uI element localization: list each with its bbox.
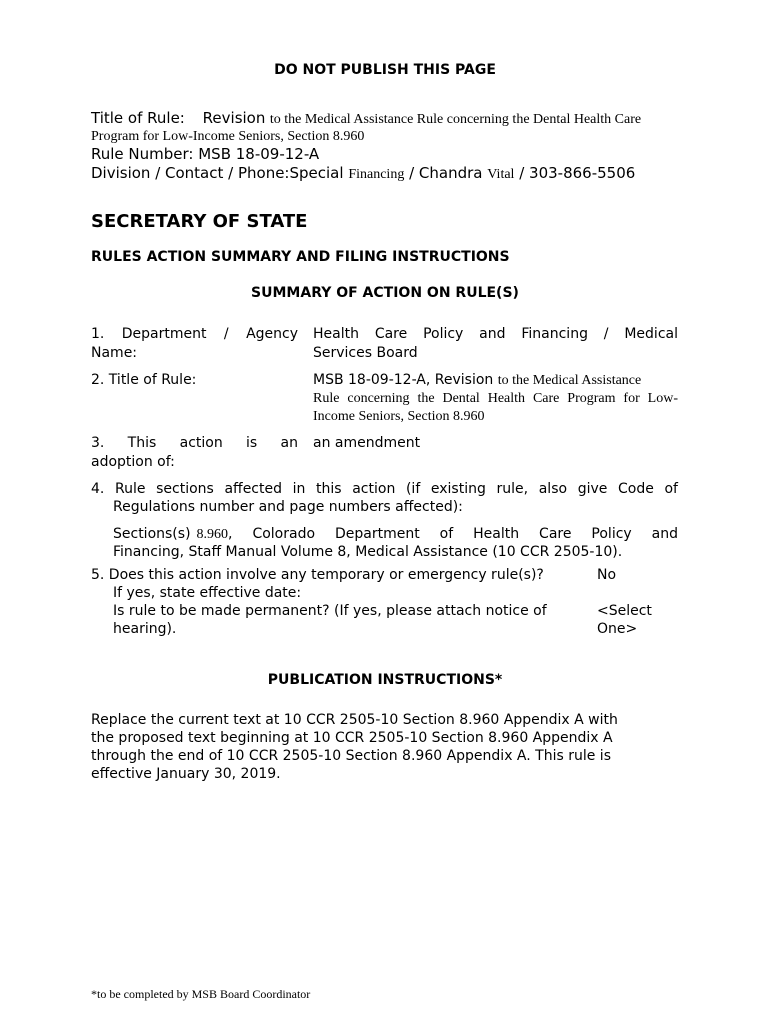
item5-answer: No (597, 567, 617, 583)
rule-number: Rule Number: MSB 18-09-12-A (91, 145, 320, 163)
title-rest: to the Medical Assistance Rule concerning the Dental Health Care (269, 112, 642, 127)
publication-line3: through the end of 10 CCR 2505-10 Section 8.960 Appendix A. This rule is (91, 748, 611, 764)
item2-value-line2: Rule concerning the Dental Health Care Program for Low- (313, 391, 678, 406)
item1-label-line2: Name: (91, 345, 138, 361)
item5-effective-date: If yes, state effective date: (113, 585, 302, 601)
do-not-publish-heading: DO NOT PUBLISH THIS PAGE (274, 62, 496, 78)
item5-permanent-line2: hearing). (113, 621, 177, 637)
item5-permanent-line1: Is rule to be made permanent? (If yes, please attach notice of (113, 603, 547, 619)
item2-value-line3: Income Seniors, Section 8.960 (313, 409, 485, 424)
item3-label-line1: 3. This action is an (91, 435, 298, 451)
division-e: / 303-866-5506 (519, 164, 636, 182)
publication-instructions-heading: PUBLICATION INSTRUCTIONS* (267, 672, 503, 688)
item4-sections-b: 8.960 (196, 527, 229, 542)
rules-action-summary-heading: RULES ACTION SUMMARY AND FILING INSTRUCTIONS (91, 249, 510, 265)
item4-sections-line1 (113, 525, 678, 544)
item2-value-a: MSB 18-09-12-A, Revision (313, 372, 494, 388)
title-word: Revision (202, 109, 266, 127)
item1-label-line1: 1. Department / Agency (91, 326, 298, 342)
title-of-rule-line (91, 109, 691, 129)
publication-line4: effective January 30, 2019. (91, 766, 281, 782)
division-d: Vital (487, 167, 515, 182)
item5-select-line1[interactable]: <Select (597, 603, 652, 619)
footnote: *to be completed by MSB Board Coordinator (91, 987, 311, 1001)
item2-value-b: to the Medical Assistance (497, 373, 642, 388)
item2-value-line1 (313, 371, 678, 390)
secretary-of-state-heading: SECRETARY OF STATE (91, 211, 308, 232)
item3-value: an amendment (313, 435, 421, 451)
item3-label-line2: adoption of: (91, 454, 175, 470)
title-rest-line2: Program for Low-Income Seniors, Section 8.960 (91, 129, 365, 144)
item4-sections-line2: Financing, Staff Manual Volume 8, Medical Assistance (10 CCR 2505-10). (113, 544, 623, 560)
item1-value-line2: Services Board (313, 345, 418, 361)
item5-question: 5. Does this action involve any temporary or emergency rule(s)? (91, 567, 544, 583)
item2-label: 2. Title of Rule: (91, 372, 197, 388)
summary-of-action-heading: SUMMARY OF ACTION ON RULE(S) (251, 285, 519, 301)
item1-value-line1: Health Care Policy and Financing / Medical (313, 326, 678, 342)
division-c: / Chandra (409, 164, 483, 182)
publication-line1: Replace the current text at 10 CCR 2505-10 Section 8.960 Appendix A with (91, 712, 618, 728)
item4-line2: Regulations number and page numbers affected): (113, 499, 463, 515)
title-label: Title of Rule: (91, 109, 185, 127)
division-contact-phone (91, 164, 635, 184)
item4-line1: 4. Rule sections affected in this action (if existing rule, also give Code of (91, 481, 678, 497)
item4-sections-a: Sections(s) (113, 526, 191, 542)
item4-sections-bc (191, 525, 678, 544)
item5-select-line2[interactable]: One> (597, 621, 638, 637)
division-b: Financing (348, 167, 405, 182)
publication-line2: the proposed text beginning at 10 CCR 2505-10 Section 8.960 Appendix A (91, 730, 613, 746)
item4-sections-c: , Colorado Department of Health Care Policy and (228, 526, 678, 542)
division-a: Division / Contact / Phone:Special (91, 164, 344, 182)
